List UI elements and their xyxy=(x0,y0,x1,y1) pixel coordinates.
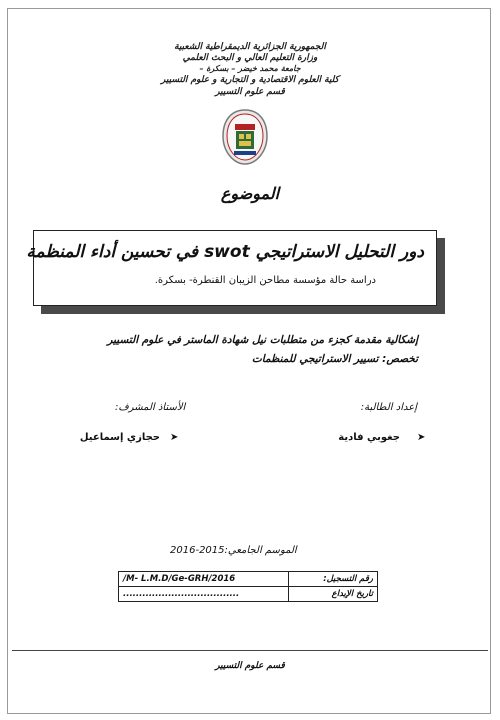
header-faculty: كلية العلوم الاقتصادية و التجارية و علوم التسيير xyxy=(161,75,339,85)
student-label: إعداد الطالبة: xyxy=(360,402,417,413)
registration-number: /M- L.M.D/Ge-GRH/2016 xyxy=(119,572,289,587)
header-republic: الجمهورية الجزائرية الديمقراطية الشعبية xyxy=(174,42,326,52)
title-box xyxy=(26,230,437,306)
table-row xyxy=(119,572,378,587)
supervisor-bullet-icon: ➤ xyxy=(170,432,179,443)
case-study-subtitle: دراسة حالة مؤسسة مطاحن الزيبان القنطرة- بسكرة. xyxy=(154,275,376,286)
thesis-title: دور التحليل الاستراتيجي swot في تحسين أداء المنظمة xyxy=(26,242,424,262)
specialization: تخصص: تسيير الاستراتيجي للمنظمات xyxy=(251,353,418,365)
student-bullet-icon: ➤ xyxy=(417,432,426,443)
student-name: جغوبي فادية xyxy=(338,432,400,443)
supervisor-name: حجازي إسماعيل xyxy=(79,432,160,443)
footer-divider xyxy=(12,650,488,651)
header-university: جامعة محمد خيضر – بسكرة – xyxy=(199,64,301,73)
registration-table xyxy=(118,571,378,602)
header-department: قسم علوم التسيير xyxy=(215,87,285,97)
footer-department: قسم علوم التسيير xyxy=(215,661,285,671)
deposit-date: .................................... xyxy=(119,587,289,602)
university-logo xyxy=(220,108,270,166)
table-row xyxy=(119,587,378,602)
header-ministry: وزارة التعليم العالي و البحث العلمي xyxy=(182,53,318,63)
problem-statement: إشكالية مقدمة كجزء من متطلبات نيل شهادة الماستر في علوم التسيير xyxy=(107,334,418,346)
subject-heading: الموضوع xyxy=(220,184,280,203)
deposit-date-label: تاريخ الإيداع xyxy=(289,587,378,602)
academic-year: الموسم الجامعي:2015-2016 xyxy=(170,545,297,556)
supervisor-label: الأستاذ المشرف: xyxy=(115,402,186,413)
registration-number-label: رقم التسجيل: xyxy=(289,572,378,587)
